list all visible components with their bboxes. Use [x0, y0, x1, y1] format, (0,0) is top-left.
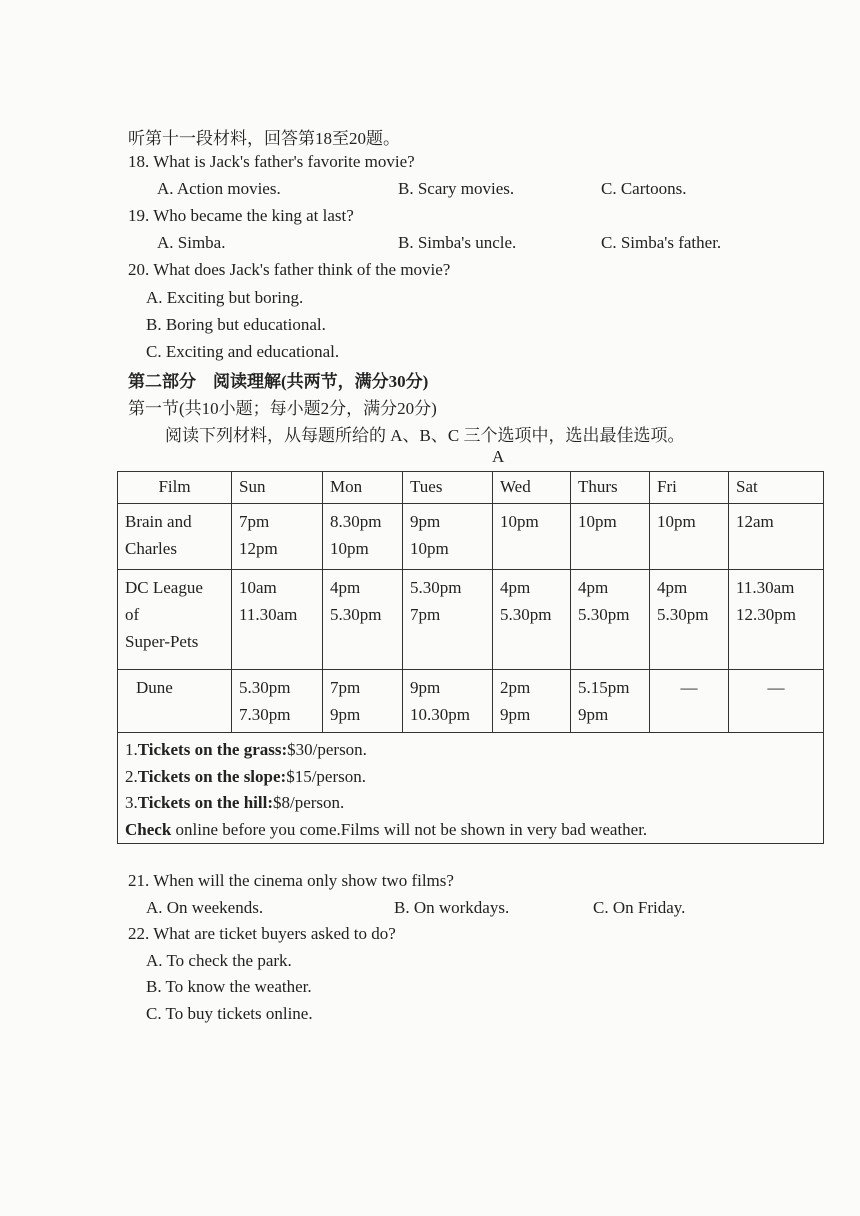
table-row	[118, 670, 824, 733]
note-line	[125, 817, 816, 844]
showtime: 9pm	[410, 512, 441, 531]
showtime-cell	[493, 570, 571, 670]
q19-option-c: C. Simba's father.	[601, 233, 722, 252]
q21-option-c: C. On Friday.	[593, 898, 686, 917]
note-label: Tickets on the slope:	[137, 766, 287, 786]
showtime: 2pm	[500, 678, 531, 697]
film-name-line: Brain and	[125, 512, 192, 531]
q20-option-a: A. Exciting but boring.	[146, 288, 304, 307]
note-number: 3.	[125, 793, 138, 812]
film-name-line: DC League	[125, 578, 203, 597]
note-number: 1.	[125, 740, 138, 759]
showtime: 5.30pm	[239, 678, 291, 697]
showtime: 12am	[736, 512, 774, 531]
showtime: 4pm	[578, 578, 609, 597]
question-18: 18. What is Jack's father's favorite movie?	[128, 152, 415, 171]
showtime: 5.30pm	[657, 605, 709, 624]
showtime-cell	[729, 570, 824, 670]
showtime-cell	[571, 570, 650, 670]
table-row	[118, 570, 824, 670]
showtime: 10pm	[330, 539, 369, 558]
showtime: 9pm	[578, 705, 609, 724]
q21-option-b: B. On workdays.	[394, 898, 510, 917]
showtime-cell	[403, 504, 493, 570]
showtime-cell	[232, 570, 323, 670]
note-line	[125, 764, 816, 791]
film-name-line: Dune	[136, 678, 173, 697]
showtime-cell	[232, 670, 323, 733]
question-19: 19. Who became the king at last?	[128, 206, 354, 225]
showtime-cell	[571, 670, 650, 733]
q22-option-c: C. To buy tickets online.	[146, 1004, 313, 1023]
showtime: 7pm	[239, 512, 270, 531]
header-sat: Sat	[729, 472, 824, 504]
showtime: 5.30pm	[578, 605, 630, 624]
showtime: 8.30pm	[330, 512, 382, 531]
question-21: 21. When will the cinema only show two films?	[128, 871, 454, 890]
section1-heading: 第一节(共10小题；每小题2分，满分20分)	[128, 399, 437, 418]
note-line	[125, 790, 816, 817]
ticket-notes	[118, 733, 824, 844]
showtime: 11.30am	[239, 605, 298, 624]
showtime: 5.30pm	[500, 605, 552, 624]
q19-option-a: A. Simba.	[157, 233, 226, 252]
header-fri: Fri	[650, 472, 729, 504]
q21-option-a: A. On weekends.	[146, 898, 264, 917]
listening-instruction: 听第十一段材料，回答第18至20题。	[128, 129, 400, 148]
film-schedule-table	[117, 471, 824, 844]
note-number: 2.	[125, 766, 138, 786]
q20-option-b: B. Boring but educational.	[146, 315, 326, 334]
showtime: 10pm	[657, 512, 696, 531]
note-value: $15/person.	[286, 766, 366, 786]
q20-option-c: C. Exciting and educational.	[146, 342, 340, 361]
no-showing-dash: —	[767, 678, 785, 697]
showtime-cell	[323, 670, 403, 733]
note-label: Check	[125, 819, 172, 839]
showtime: 10pm	[578, 512, 617, 531]
showtime: 12pm	[239, 539, 278, 558]
showtime: 7.30pm	[239, 705, 291, 724]
passage-label: A	[492, 447, 505, 466]
header-thurs: Thurs	[571, 472, 650, 504]
note-value: $30/person.	[287, 740, 367, 759]
showtime: 5.30pm	[330, 605, 382, 624]
showtime-cell	[403, 570, 493, 670]
table-row	[118, 504, 824, 570]
header-tues: Tues	[403, 472, 493, 504]
header-sun: Sun	[232, 472, 323, 504]
film-name	[118, 670, 232, 733]
header-film: Film	[118, 472, 232, 504]
q18-option-a: A. Action movies.	[157, 179, 281, 198]
showtime-cell	[493, 504, 571, 570]
note-value: online before you come.Films will not be shown in very bad weather.	[171, 819, 648, 839]
showtime-cell	[493, 670, 571, 733]
showtime: 10am	[239, 578, 277, 597]
part2-heading: 第二部分 阅读理解(共两节，满分30分)	[128, 372, 429, 391]
film-name-line: Charles	[125, 539, 177, 558]
film-name-line: of	[125, 605, 140, 624]
showtime: 7pm	[330, 678, 361, 697]
q19-option-b: B. Simba's uncle.	[398, 233, 517, 252]
q18-option-b: B. Scary movies.	[398, 179, 515, 198]
film-name-line: Super-Pets	[125, 632, 199, 651]
q22-option-b: B. To know the weather.	[146, 977, 312, 996]
showtime-cell	[232, 504, 323, 570]
note-label: Tickets on the hill:	[137, 793, 273, 812]
showtime: 10pm	[410, 539, 449, 558]
showtime: 9pm	[410, 678, 441, 697]
showtime: 12.30pm	[736, 605, 796, 624]
showtime: 4pm	[330, 578, 361, 597]
showtime: 4pm	[657, 578, 688, 597]
showtime: 5.30pm	[410, 578, 462, 597]
no-showing-cell	[729, 670, 824, 733]
showtime-cell	[323, 570, 403, 670]
q18-option-c: C. Cartoons.	[601, 179, 687, 198]
header-mon: Mon	[323, 472, 403, 504]
film-name	[118, 504, 232, 570]
header-wed: Wed	[493, 472, 571, 504]
showtime-cell	[323, 504, 403, 570]
film-name	[118, 570, 232, 670]
no-showing-dash: —	[680, 678, 698, 697]
reading-instruction: 阅读下列材料，从每题所给的 A、B、C 三个选项中，选出最佳选项。	[165, 426, 685, 445]
showtime: 5.15pm	[578, 678, 630, 697]
showtime: 10.30pm	[410, 705, 470, 724]
showtime-cell	[729, 504, 824, 570]
showtime: 7pm	[410, 605, 441, 624]
no-showing-cell	[650, 670, 729, 733]
showtime: 11.30am	[736, 578, 795, 597]
ticket-notes-row	[118, 733, 824, 844]
showtime-cell	[650, 570, 729, 670]
question-20: 20. What does Jack's father think of the movie?	[128, 260, 451, 279]
note-value: $8/person.	[272, 793, 345, 812]
showtime-cell	[571, 504, 650, 570]
note-label: Tickets on the grass:	[137, 740, 288, 759]
showtime: 9pm	[500, 705, 531, 724]
showtime-cell	[650, 504, 729, 570]
table-header-row	[118, 472, 824, 504]
showtime: 9pm	[330, 705, 361, 724]
question-22: 22. What are ticket buyers asked to do?	[128, 924, 396, 943]
q22-option-a: A. To check the park.	[146, 951, 292, 970]
showtime-cell	[403, 670, 493, 733]
showtime: 10pm	[500, 512, 539, 531]
note-line	[125, 737, 816, 764]
showtime: 4pm	[500, 578, 531, 597]
